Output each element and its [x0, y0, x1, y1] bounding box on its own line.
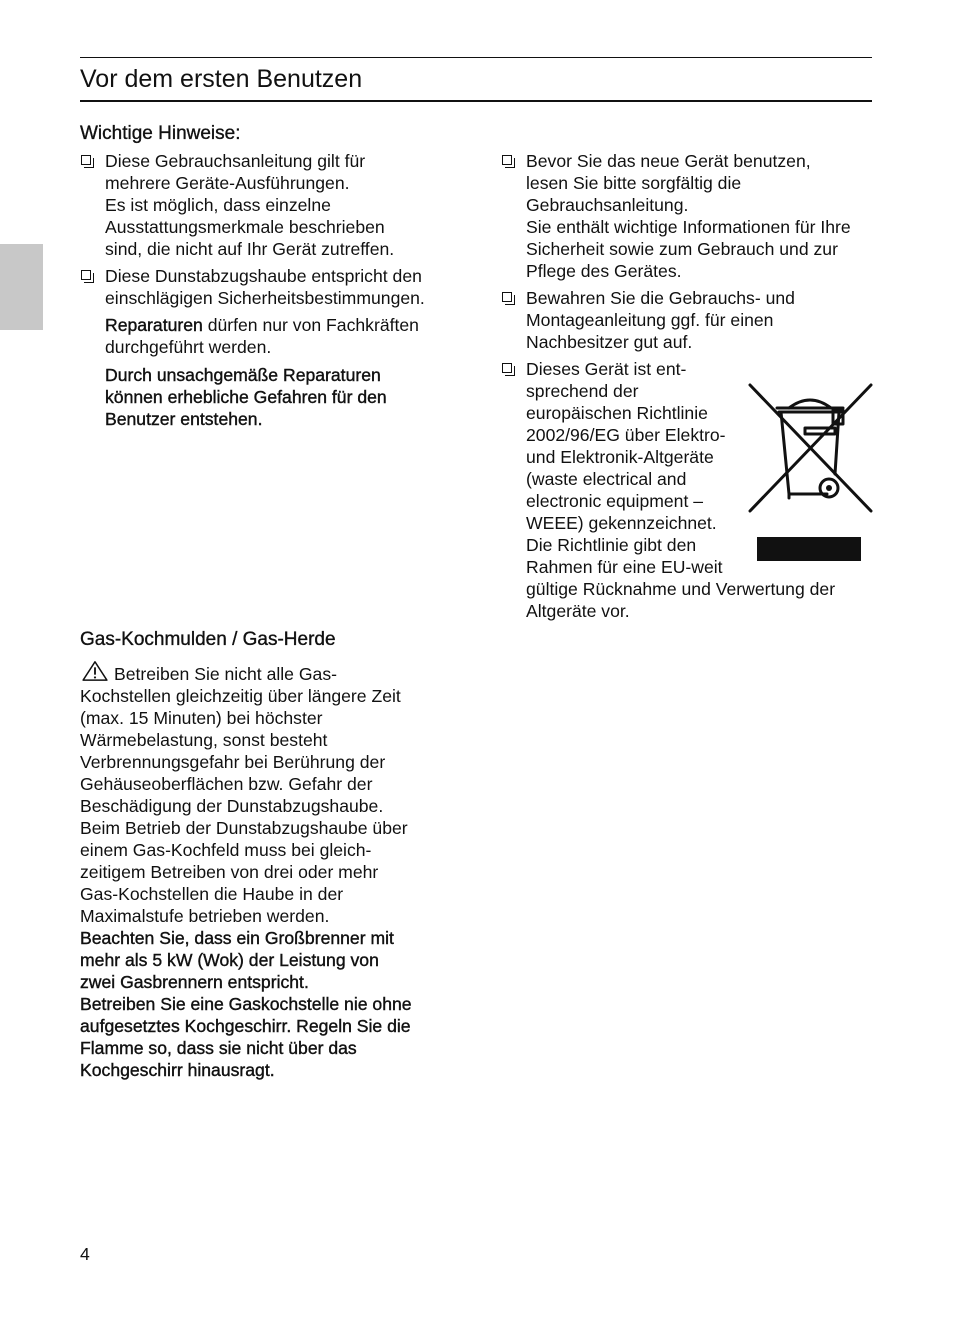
text-line: Rahmen für eine EU-weit — [526, 557, 723, 577]
text-line: WEEE) gekennzeichnet. — [526, 513, 717, 533]
text-line: Bevor Sie das neue Gerät benutzen, — [526, 151, 811, 171]
text-line: sind, die nicht auf Ihr Gerät zutreffen. — [105, 239, 395, 259]
list-item — [501, 287, 876, 353]
gas-bold-warning — [80, 927, 470, 1081]
text-line: zeitigem Betreiben von drei oder mehr — [80, 862, 379, 882]
text-line: aufgesetztes Kochgeschirr. Regeln Sie die — [80, 1016, 411, 1036]
text-line: und Elektronik-Altgeräte — [526, 447, 714, 467]
text-line: Benutzer entstehen. — [105, 409, 263, 429]
text-line: mehrere Geräte-Ausführungen. — [105, 173, 350, 193]
text-line: mehr als 5 kW (Wok) der Leistung von — [80, 950, 379, 970]
text-line: sprechend der — [526, 381, 639, 401]
text-line: 2002/96/EG über Elektro- — [526, 425, 726, 445]
text-line: Wärmebelastung, sonst besteht — [80, 730, 328, 750]
section-tab-marker — [0, 244, 43, 330]
text-line: Altgeräte vor. — [526, 601, 630, 621]
text-line: Gehäuseoberflächen bzw. Gefahr der — [80, 774, 373, 794]
list-item — [501, 150, 876, 282]
text-line: electronic equipment – — [526, 491, 704, 511]
text-line: Dieses Gerät ist ent- — [526, 359, 687, 379]
heading-important-notes: Wichtige Hinweise: — [80, 123, 241, 144]
text-line: Betreiben Sie nicht alle Gas- — [114, 664, 337, 684]
text-line: Pflege des Gerätes. — [526, 261, 682, 281]
text-line: Maximalstufe betrieben werden. — [80, 906, 330, 926]
text-line: Sicherheit sowie zum Gebrauch und zur — [526, 239, 838, 259]
gas-section — [80, 628, 470, 1081]
text-line: Ausstattungsmerkmale beschrieben — [105, 217, 385, 237]
warning-triangle-icon — [80, 660, 110, 682]
text-line: Montageanleitung ggf. für einen — [526, 310, 774, 330]
text-line: (max. 15 Minuten) bei höchster — [80, 708, 323, 728]
text-line: Beim Betrieb der Dunstabzugshaube über — [80, 818, 408, 838]
text-line: Beschädigung der Dunstabzugshaube. — [80, 796, 384, 816]
text-line: Die Richtlinie gibt den — [526, 535, 697, 555]
text-line: Beachten Sie, dass ein Großbrenner mit — [80, 928, 394, 948]
text-line: Gebrauchsanleitung. — [526, 195, 689, 215]
repair-text-line2: durchgeführt werden. — [105, 337, 272, 357]
text-line: Diese Gebrauchsanleitung gilt für — [105, 151, 366, 171]
text-line: Sie enthält wichtige Informationen für Ihre — [526, 217, 851, 237]
gas-warning-text — [80, 660, 470, 927]
text-line: gültige Rücknahme und Verwertung der — [526, 579, 836, 599]
text-line: können erhebliche Gefahren für den — [105, 387, 387, 407]
text-line: Verbrennungsgefahr bei Berührung der — [80, 752, 386, 772]
list-item — [80, 150, 460, 260]
list-item — [80, 265, 460, 309]
text-line: Durch unsachgemäße Reparaturen — [105, 365, 381, 385]
repair-warning — [80, 364, 460, 430]
text-line: Kochstellen gleichzeitig über längere Zeit — [80, 686, 401, 706]
checkbox-bullet-icon — [502, 155, 512, 165]
text-line: Flamme so, dass sie nicht über das — [80, 1038, 357, 1058]
text-line: Kochgeschirr hinausragt. — [80, 1060, 275, 1080]
text-line: Nachbesitzer gut auf. — [526, 332, 693, 352]
crossed-out-wheelie-bin-icon — [747, 382, 874, 514]
page-number: 4 — [80, 1244, 90, 1264]
left-column — [80, 122, 460, 436]
header-rule-top — [80, 57, 872, 58]
checkbox-bullet-icon — [81, 155, 91, 165]
text-line: einem Gas-Kochfeld muss bei gleich- — [80, 840, 372, 860]
text-line: (waste electrical and — [526, 469, 687, 489]
checkbox-bullet-icon — [502, 292, 512, 302]
text-line: zwei Gasbrennern entspricht. — [80, 972, 309, 992]
checkbox-bullet-icon — [81, 270, 91, 280]
text-line: Bewahren Sie die Gebrauchs- und — [526, 288, 795, 308]
text-line: europäischen Richtlinie — [526, 403, 708, 423]
text-line: Betreiben Sie eine Gaskochstelle nie ohne — [80, 994, 412, 1014]
header-rule-bottom — [80, 100, 872, 102]
text-line: Gas-Kochstellen die Haube in der — [80, 884, 344, 904]
repair-text: dürfen nur von Fachkräften — [202, 315, 419, 335]
heading-gas-hobs: Gas-Kochmulden / Gas-Herde — [80, 629, 336, 650]
page-title: Vor dem ersten Benutzen — [80, 65, 363, 93]
text-line: Es ist möglich, dass einzelne — [105, 195, 331, 215]
repair-bold-word: Reparaturen — [105, 315, 203, 335]
weee-black-bar — [757, 537, 861, 561]
repair-note — [80, 314, 460, 358]
text-line: einschlägigen Sicherheitsbestimmungen. — [105, 288, 425, 308]
checkbox-bullet-icon — [502, 363, 512, 373]
text-line: lesen Sie bitte sorgfältig die — [526, 173, 742, 193]
text-line: Diese Dunstabzugshaube entspricht den — [105, 266, 422, 286]
